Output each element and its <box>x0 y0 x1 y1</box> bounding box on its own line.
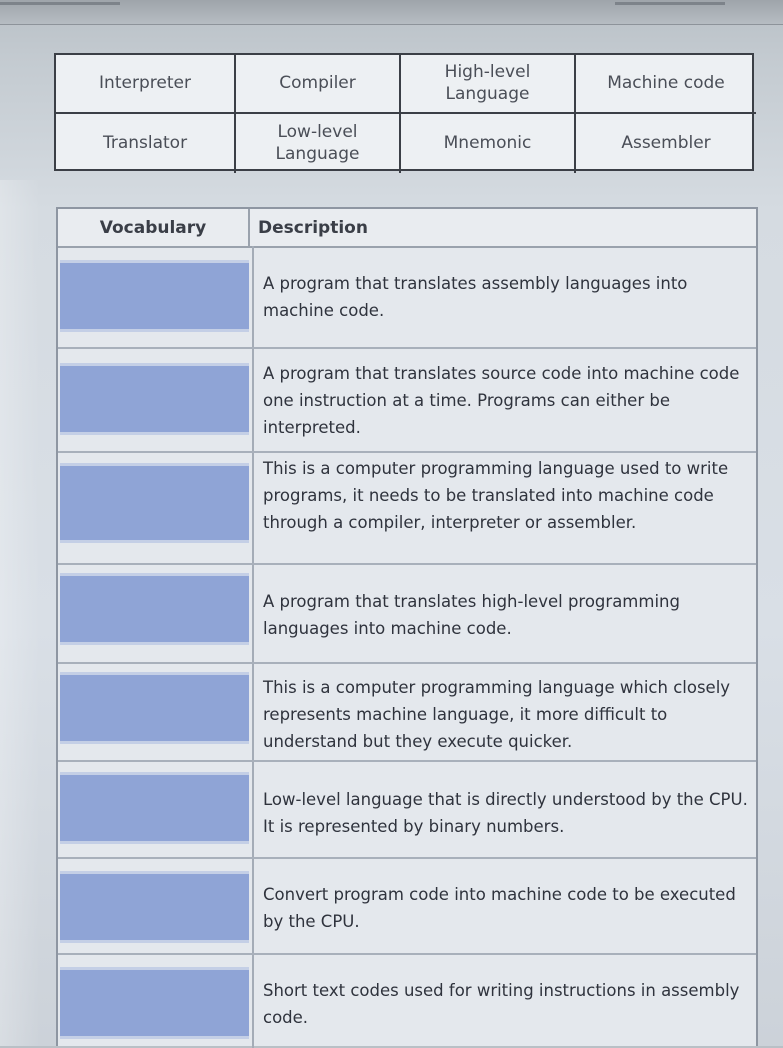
row-description: A program that translates source code into machine code one instruction at a time. Programs can either be interpreted. <box>263 364 740 437</box>
row-description: Low-level language that is directly understood by the CPU. It is represented by binary numbers. <box>263 790 748 836</box>
word-bank-cell: Mnemonic <box>401 114 576 173</box>
table-header <box>58 209 756 248</box>
word-bank-cell: Assembler <box>621 132 711 153</box>
word-bank-table <box>54 53 754 171</box>
table-row <box>58 565 756 664</box>
row-description: A program that translates high-level programming languages into machine code. <box>263 592 680 638</box>
word-bank-cell: Machine code <box>576 55 756 114</box>
table-row <box>58 246 756 349</box>
vocabulary-drop-zone[interactable] <box>60 967 249 1039</box>
table-row <box>58 664 756 762</box>
table-row <box>58 453 756 565</box>
word-bank-cell: High-level Language <box>401 55 576 114</box>
table-row <box>58 859 756 955</box>
vocabulary-drop-zone[interactable] <box>60 363 249 435</box>
word-bank-cell: Translator <box>56 114 236 173</box>
header-description: Description <box>258 217 368 238</box>
vocabulary-table <box>56 207 758 1046</box>
vocabulary-drop-zone[interactable] <box>60 260 249 332</box>
table-row <box>58 762 756 859</box>
bezel-segment <box>0 2 120 5</box>
word-bank-cell: Interpreter <box>56 55 236 114</box>
vocabulary-drop-zone[interactable] <box>60 573 249 645</box>
bezel-segment <box>615 2 725 5</box>
vocabulary-drop-zone[interactable] <box>60 463 249 543</box>
table-row <box>58 955 756 1048</box>
row-description: Short text codes used for writing instructions in assembly code. <box>263 981 740 1027</box>
row-description: A program that translates assembly languages into machine code. <box>263 274 688 320</box>
table-row <box>58 349 756 453</box>
row-description: This is a computer programming language used to write programs, it needs to be translated into machine code through a compiler, interpreter or assembler. <box>263 459 729 532</box>
top-bezel <box>0 0 783 25</box>
header-vocabulary: Vocabulary <box>58 209 250 246</box>
screen-glare <box>0 180 40 1046</box>
vocabulary-drop-zone[interactable] <box>60 672 249 744</box>
vocabulary-drop-zone[interactable] <box>60 772 249 844</box>
row-description: Convert program code into machine code to be executed by the CPU. <box>263 885 736 931</box>
row-description: This is a computer programming language which closely represents machine language, it more difficult to understand but they execute quicker. <box>263 678 731 751</box>
word-bank-cell: Compiler <box>236 55 401 114</box>
vocabulary-drop-zone[interactable] <box>60 871 249 943</box>
word-bank-cell: Low-level Language <box>236 114 401 173</box>
